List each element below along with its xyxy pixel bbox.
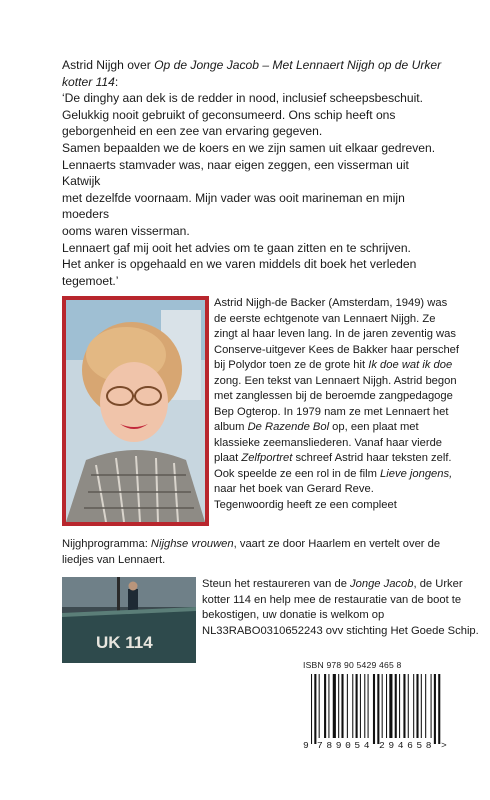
- text-segment: met zanglessen bij de beroemde zangpedagoge: [214, 390, 453, 402]
- barcode-bar: [311, 674, 312, 744]
- text-line: [202, 608, 442, 624]
- barcode-bar: [413, 674, 414, 738]
- barcode-bar: [382, 674, 383, 738]
- text-segment: Astrid Nijgh-de Backer (Amsterdam, 1949) was: [214, 297, 448, 309]
- text-line: [62, 157, 442, 190]
- intro-paragraph: [62, 57, 442, 289]
- text-line: [62, 57, 442, 74]
- text-segment: Ook speelde ze een rol in de film: [214, 467, 381, 480]
- text-line: [62, 256, 442, 273]
- text-segment: NL33RABO0310652243 ovv stichting Het Goede Schip.: [202, 624, 479, 637]
- text-line: [62, 553, 442, 569]
- text-segment: Het anker is opgehaald en we varen middels dit boek het verleden: [62, 257, 417, 272]
- text-segment: , vaart ze door Haarlem en vertelt over de: [233, 538, 441, 550]
- text-segment: Lennaert gaf mij ooit het advies om te gaan zitten en te schrijven.: [62, 240, 411, 255]
- text-segment: plaat: [214, 452, 242, 464]
- text-line: [62, 90, 442, 107]
- text-segment: Nijghprogramma:: [62, 538, 151, 550]
- barcode-digit-right-group: 294658: [379, 740, 436, 751]
- text-line: [202, 624, 479, 640]
- text-segment: Conserve-uitgever Kees de Bakker haar perschef: [214, 343, 460, 356]
- barcode-bar: [356, 674, 358, 738]
- portrait-illustration: [66, 300, 205, 522]
- text-segment: ‘De dinghy aan dek is de redder in nood, inclusief scheepsbeschuit.: [62, 91, 424, 106]
- barcode-bar: [347, 674, 348, 738]
- text-line: [62, 537, 442, 553]
- donation-text: [202, 577, 479, 639]
- barcode-bar: [421, 674, 422, 738]
- text-segment: Astrid Nijgh over: [62, 58, 155, 72]
- text-segment: , de Urker: [413, 578, 463, 590]
- text-line: [62, 223, 442, 240]
- barcode-bar: [333, 674, 336, 738]
- barcode-bar: [360, 674, 361, 738]
- text-segment: ooms waren visserman.: [62, 223, 190, 238]
- text-line: [62, 74, 442, 91]
- barcode-bar: [416, 674, 418, 738]
- author-biography-continued: [62, 537, 442, 568]
- text-segment: geborgenheid en een zee van ervaring gegeven.: [62, 124, 323, 139]
- boat-photo: [62, 577, 196, 663]
- barcode-bar: [324, 674, 326, 738]
- text-segment: Samen bepaalden we de koers en we zijn samen uit elkaar gedreven.: [62, 140, 436, 155]
- barcode-bar: [431, 674, 432, 738]
- intro-quote: [62, 57, 442, 289]
- barcode-bar: [425, 674, 426, 738]
- barcode-digit-left-group: 789054: [317, 740, 374, 751]
- text-segment: de eerste echtgenote van Lennaert Nijgh. Ze: [214, 312, 436, 325]
- barcode-bar: [314, 674, 316, 744]
- italic-title: Jonge Jacob: [350, 578, 414, 590]
- text-segment: met dezelfde voornaam. Mijn vader was ooit marineman en mijn moeders: [62, 190, 405, 222]
- text-line: [62, 140, 442, 157]
- text-line: [214, 296, 448, 312]
- text-segment: Steun het restaureren van de: [202, 578, 351, 590]
- text-line: [214, 343, 460, 359]
- text-line: [202, 577, 463, 593]
- text-segment: Bep Ogterop. In 1979 nam ze met Lennaert het: [214, 405, 449, 418]
- italic-title: Ik doe wat ik doe: [368, 359, 453, 371]
- barcode-bar: [395, 674, 397, 738]
- text-segment: op, een plaat met: [329, 421, 419, 433]
- biography-text: [214, 296, 460, 513]
- barcode-bar: [403, 674, 405, 738]
- text-segment: liedjes van Lennaert.: [62, 553, 166, 566]
- text-segment: zong. Een tekst van Lennaert Nijgh. Astrid begon: [214, 374, 457, 387]
- donation-appeal: [202, 577, 479, 639]
- text-line: [214, 405, 449, 421]
- barcode-bar: [373, 674, 375, 744]
- text-line: [62, 107, 442, 124]
- text-line: [202, 593, 462, 609]
- barcode-arrow: >: [441, 740, 447, 751]
- text-segment: Gelukkig nooit gebruikt of geconsumeerd. Ons schip heeft ons: [62, 107, 396, 122]
- biography-text-continued: [62, 537, 442, 568]
- barcode-bar: [399, 674, 400, 738]
- text-segment: tegemoet.’: [62, 273, 119, 288]
- barcode-bar: [438, 674, 440, 744]
- italic-title: De Razende Bol: [247, 421, 330, 433]
- text-line: [214, 482, 430, 498]
- text-segment: bekostigen, uw donatie is welkom op: [202, 609, 385, 621]
- barcode-bars: [303, 674, 443, 744]
- italic-title: Lieve jongens,: [380, 467, 453, 480]
- isbn-label: ISBN 978 90 5429 465 8: [303, 660, 402, 670]
- barcode-bar: [368, 674, 369, 738]
- text-segment: :: [114, 74, 119, 89]
- text-line: [62, 123, 442, 140]
- text-line: [62, 273, 442, 290]
- barcode-bar: [328, 674, 329, 738]
- text-line: [62, 190, 442, 223]
- text-segment: schreef Astrid haar teksten zelf.: [292, 452, 452, 464]
- italic-title: kotter 114: [62, 74, 115, 89]
- barcode-bar: [341, 674, 343, 738]
- barcode-digit-first: 9: [303, 740, 309, 751]
- barcode-bar: [408, 674, 409, 738]
- italic-title: Nijghse vrouwen: [150, 538, 234, 550]
- barcode-bar: [364, 674, 365, 738]
- author-biography: [214, 296, 460, 513]
- text-segment: kotter 114 en help mee de restauratie van de boot te: [202, 593, 462, 606]
- italic-title: Op de Jonge Jacob – Met Lennaert Nijgh op de Urker: [154, 58, 442, 72]
- text-segment: Lennaerts stamvader was, naar eigen zeggen, een visserman uit Katwijk: [62, 157, 409, 189]
- text-line: [214, 498, 430, 514]
- boat-illustration: [62, 577, 196, 663]
- text-line: [214, 420, 430, 436]
- text-segment: zingt al haar leven lang. In de jaren zeventig was: [214, 328, 456, 340]
- italic-title: Zelfportret: [241, 452, 293, 464]
- text-line: [214, 327, 456, 343]
- text-segment: album: [214, 421, 248, 433]
- text-line: [214, 389, 453, 405]
- text-segment: naar het boek van Gerard Reve.: [214, 483, 374, 495]
- text-segment: klassieke zeemansliederen. Vanaf haar vierde: [214, 436, 443, 449]
- text-segment: Tegenwoordig heeft ze een compleet: [214, 498, 397, 511]
- text-line: [62, 240, 442, 257]
- author-portrait-photo: [62, 296, 209, 526]
- text-line: [214, 436, 443, 452]
- barcode-bar: [338, 674, 339, 738]
- barcode-bar: [434, 674, 436, 744]
- barcode-bar: [352, 674, 353, 738]
- text-line: [214, 358, 453, 374]
- barcode-bar: [389, 674, 392, 738]
- text-line: [214, 312, 436, 328]
- text-line: [214, 451, 452, 467]
- barcode-bar: [319, 674, 320, 738]
- barcode-bar: [386, 674, 387, 738]
- text-line: [214, 374, 457, 390]
- text-line: [214, 467, 453, 483]
- text-segment: bij Polydor toen ze de grote hit: [214, 359, 369, 371]
- hull-number: UK 114: [96, 633, 153, 652]
- barcode-bar: [377, 674, 379, 744]
- isbn-barcode: [303, 660, 451, 764]
